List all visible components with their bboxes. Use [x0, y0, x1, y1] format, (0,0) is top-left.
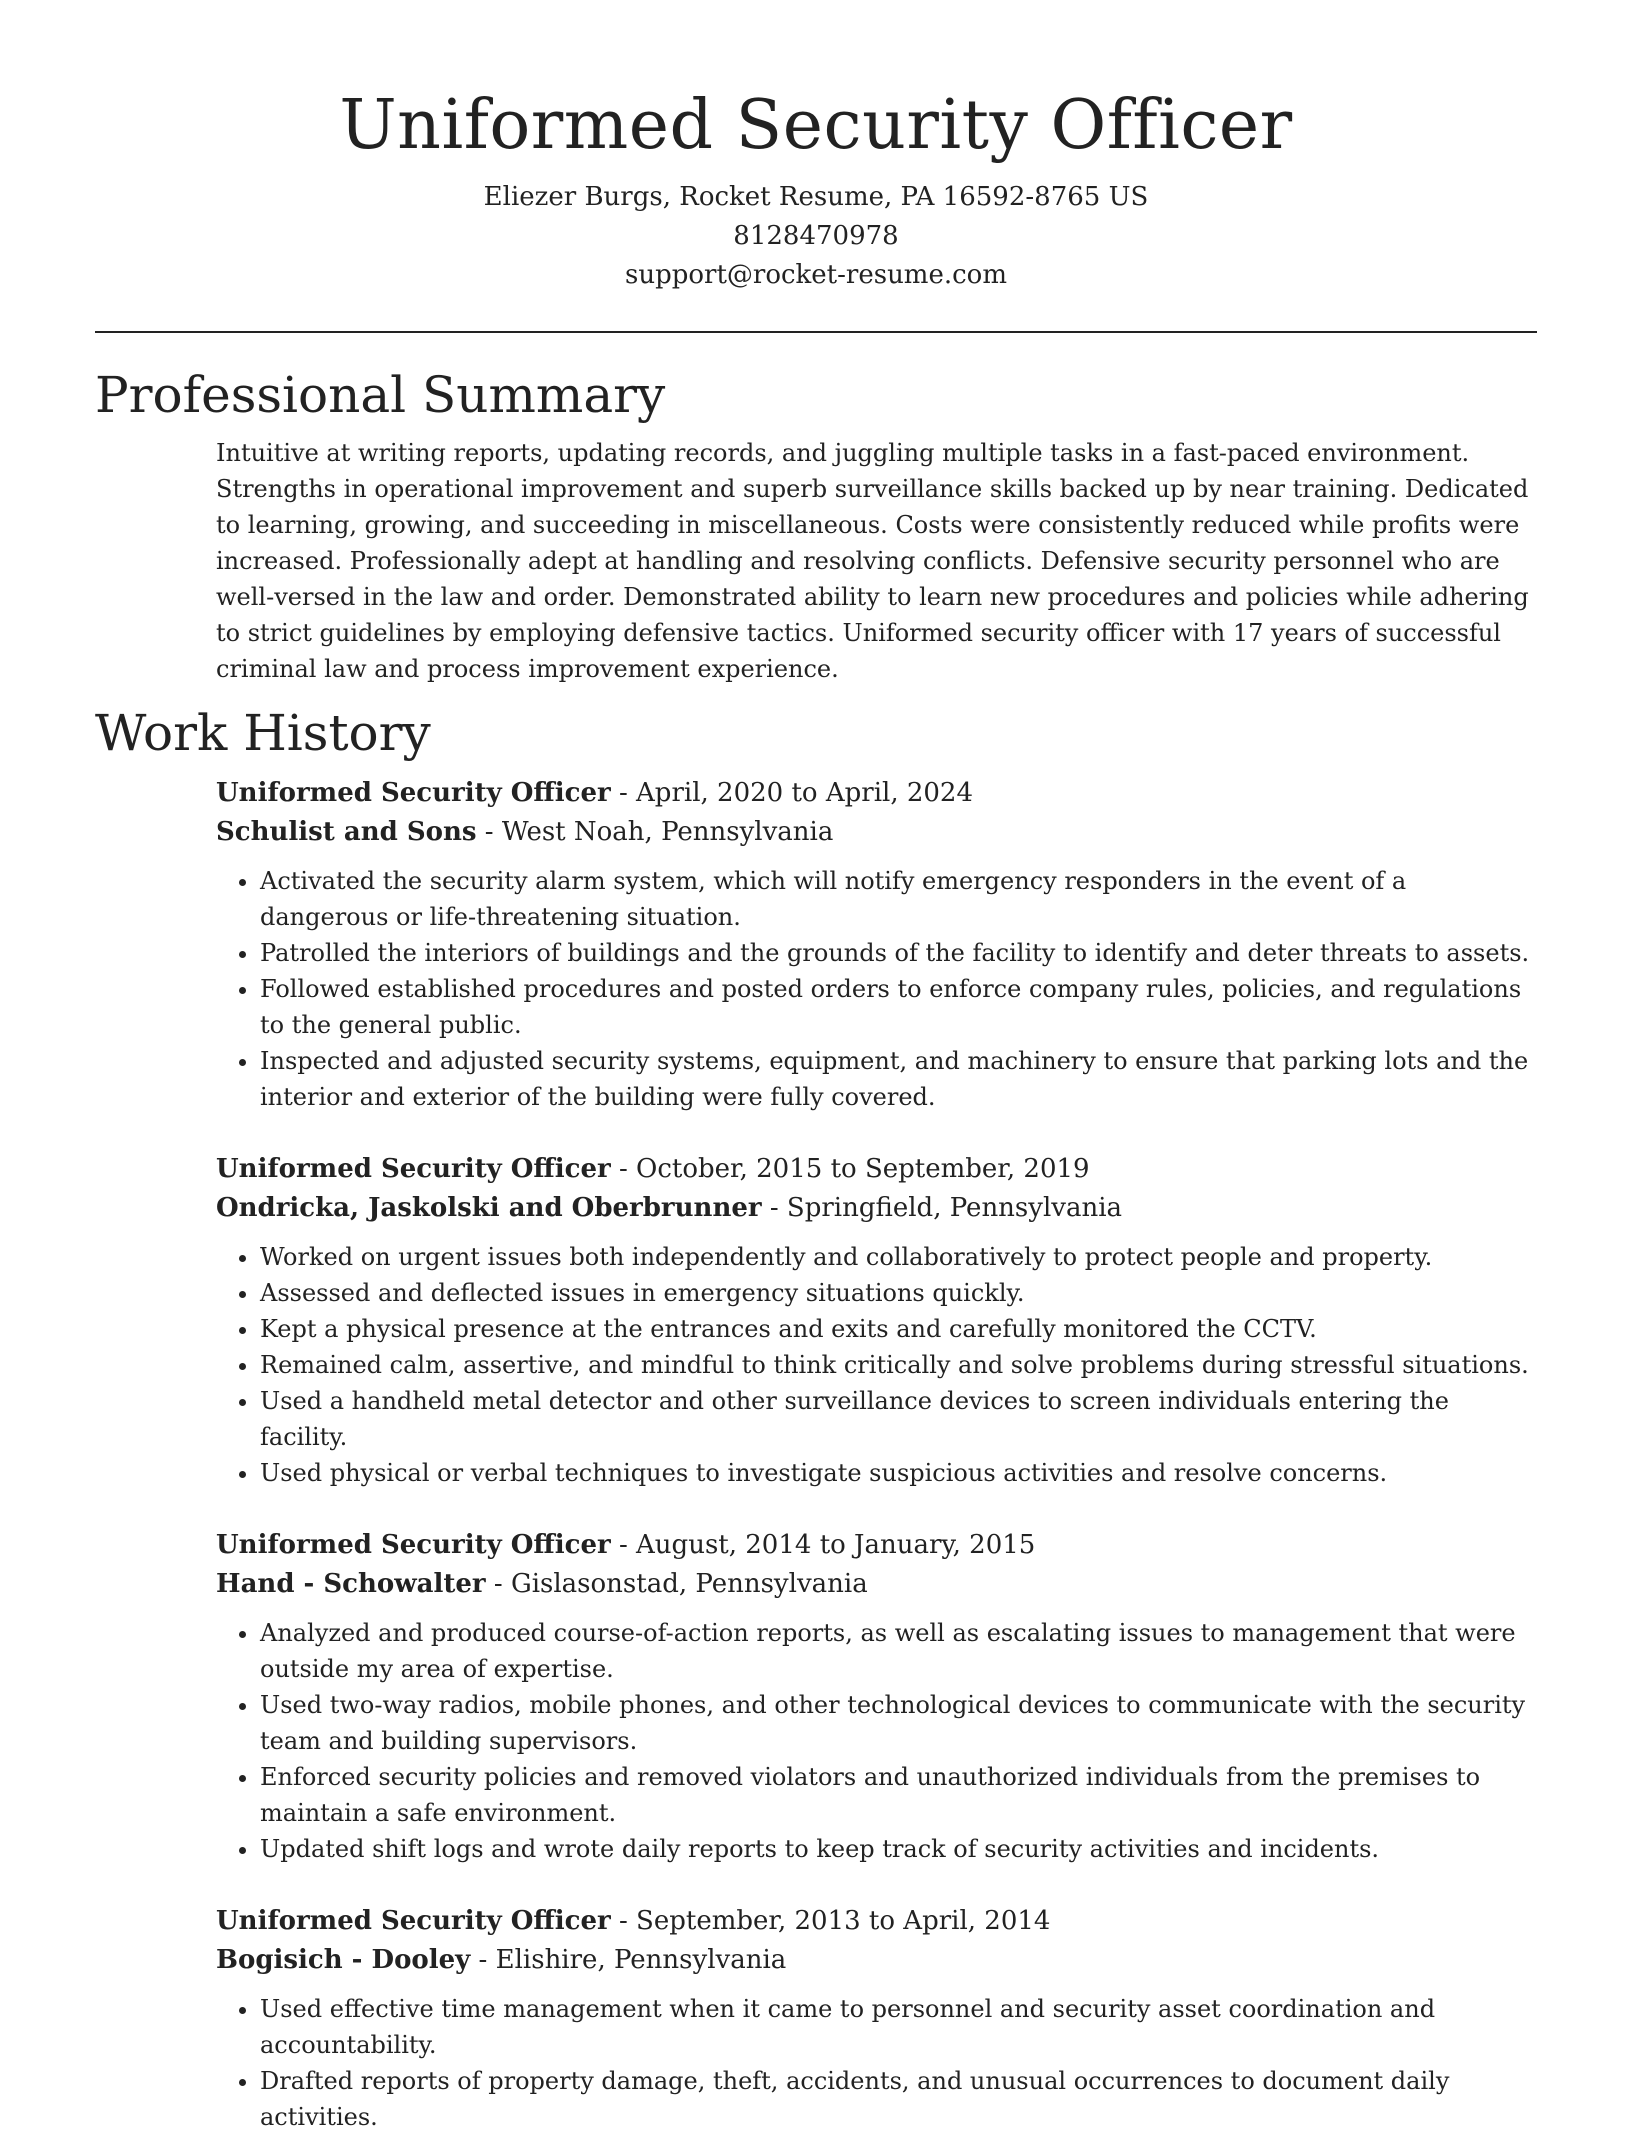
- job-company: Schulist and Sons: [216, 817, 477, 847]
- list-item: • Worked on urgent issues both independently and collaboratively to protect people and property.: [260, 1239, 1537, 1275]
- job-company: Bogisich - Dooley: [216, 1945, 471, 1975]
- list-item: • Used a handheld metal detector and other surveillance devices to screen individuals entering the facility.: [260, 1383, 1537, 1455]
- list-item: • Inspected and adjusted security systems, equipment, and machinery to ensure that parking lots and the interior and exterior of the building were fully covered.: [260, 1043, 1537, 1115]
- list-item: • Used effective time management when it came to personnel and security asset coordination and accountability.: [260, 1991, 1537, 2063]
- separator: -: [610, 1530, 637, 1560]
- job-dates: September, 2013 to April, 2014: [636, 1906, 1051, 1936]
- resume-header: [0, 0, 1632, 295]
- list-item: • Patrolled the interiors of buildings and the grounds of the facility to identify and deter threats to assets.: [260, 935, 1537, 971]
- list-item: • Updated shift logs and wrote daily reports to keep track of security activities and incidents.: [260, 1831, 1537, 1867]
- job-dates: August, 2014 to January, 2015: [636, 1530, 1036, 1560]
- list-item: • Activated the security alarm system, which will notify emergency responders in the event of a dangerous or life-threatening situation.: [260, 863, 1537, 935]
- job-company: Ondricka, Jaskolski and Oberbrunner: [216, 1193, 762, 1223]
- job-title-line: [216, 1901, 1537, 1941]
- job-bullets: [216, 1991, 1537, 2135]
- job-dates: October, 2015 to September, 2019: [636, 1154, 1090, 1184]
- separator: -: [476, 817, 502, 847]
- job-list: [0, 773, 1632, 2135]
- job-title-line: [216, 1149, 1537, 1189]
- list-item: • Enforced security policies and removed violators and unauthorized individuals from the premises to maintain a safe environment.: [260, 1759, 1537, 1831]
- job-entry: [216, 773, 1537, 1115]
- list-item: • Drafted reports of property damage, theft, accidents, and unusual occurrences to document daily activities.: [260, 2063, 1537, 2135]
- job-role: Uniformed Security Officer: [216, 1906, 611, 1936]
- job-location: Gislasonstad, Pennsylvania: [510, 1569, 868, 1599]
- job-entry: [216, 1525, 1537, 1867]
- job-bullets: [216, 1239, 1537, 1491]
- separator: -: [610, 778, 637, 808]
- job-bullets: [216, 1615, 1537, 1867]
- separator: -: [610, 1906, 637, 1936]
- address-text: Eliezer Burgs, Rocket Resume, PA 16592-8765 US: [483, 182, 1149, 212]
- job-bullets: [216, 863, 1537, 1115]
- page-title: Uniformed Security Officer: [339, 86, 1293, 165]
- job-title-line: [216, 1525, 1537, 1565]
- job-company-line: [216, 1565, 1537, 1603]
- job-dates: April, 2020 to April, 2024: [636, 778, 974, 808]
- job-location: Springfield, Pennsylvania: [786, 1193, 1123, 1223]
- job-location: West Noah, Pennsylvania: [501, 817, 834, 847]
- work-history-heading: Work History: [95, 704, 431, 762]
- contact-block: [0, 178, 1632, 295]
- phone-text: 8128470978: [733, 221, 899, 251]
- email-text: support@rocket-resume.com: [624, 260, 1007, 290]
- separator: -: [761, 1193, 787, 1223]
- list-item: • Assessed and deflected issues in emergency situations quickly.: [260, 1275, 1537, 1311]
- separator: -: [485, 1569, 511, 1599]
- job-company-line: [216, 1189, 1537, 1227]
- list-item: • Kept a physical presence at the entrances and exits and carefully monitored the CCTV.: [260, 1311, 1537, 1347]
- list-item: • Used two-way radios, mobile phones, and other technological devices to communicate with the security team and building supervisors.: [260, 1687, 1537, 1759]
- job-company-line: [216, 1941, 1537, 1979]
- job-location: Elishire, Pennsylvania: [495, 1945, 787, 1975]
- summary-text: Intuitive at writing reports, updating records, and juggling multiple tasks in a fast-paced environment. Strengths in operational improvement and superb surveillance skills backed up by near training. Dedicated to learning, growing, and succeeding in miscellaneous. Costs were consistently reduced while profits were increased. Professionally adept at handling and resolving conflicts. Defensive security personnel who are well-versed in the law and order. Demonstrated ability to learn new procedures and policies while adhering to strict guidelines by employing defensive tactics. Uniformed security officer with 17 years of successful criminal law and process improvement experience.: [216, 439, 1529, 683]
- job-title-line: [216, 773, 1537, 813]
- header-divider: [95, 331, 1537, 333]
- job-entry: [216, 1901, 1537, 2135]
- summary-heading: Professional Summary: [95, 366, 666, 424]
- separator: -: [610, 1154, 637, 1184]
- list-item: • Analyzed and produced course-of-action reports, as well as escalating issues to management that were outside my area of expertise.: [260, 1615, 1537, 1687]
- job-role: Uniformed Security Officer: [216, 778, 611, 808]
- list-item: • Remained calm, assertive, and mindful to think critically and solve problems during stressful situations.: [260, 1347, 1537, 1383]
- job-role: Uniformed Security Officer: [216, 1530, 611, 1560]
- job-role: Uniformed Security Officer: [216, 1154, 611, 1184]
- job-company: Hand - Schowalter: [216, 1569, 486, 1599]
- list-item: • Followed established procedures and posted orders to enforce company rules, policies, and regulations to the general public.: [260, 971, 1537, 1043]
- separator: -: [470, 1945, 496, 1975]
- job-entry: [216, 1149, 1537, 1491]
- list-item: • Used physical or verbal techniques to investigate suspicious activities and resolve concerns.: [260, 1455, 1537, 1491]
- job-company-line: [216, 813, 1537, 851]
